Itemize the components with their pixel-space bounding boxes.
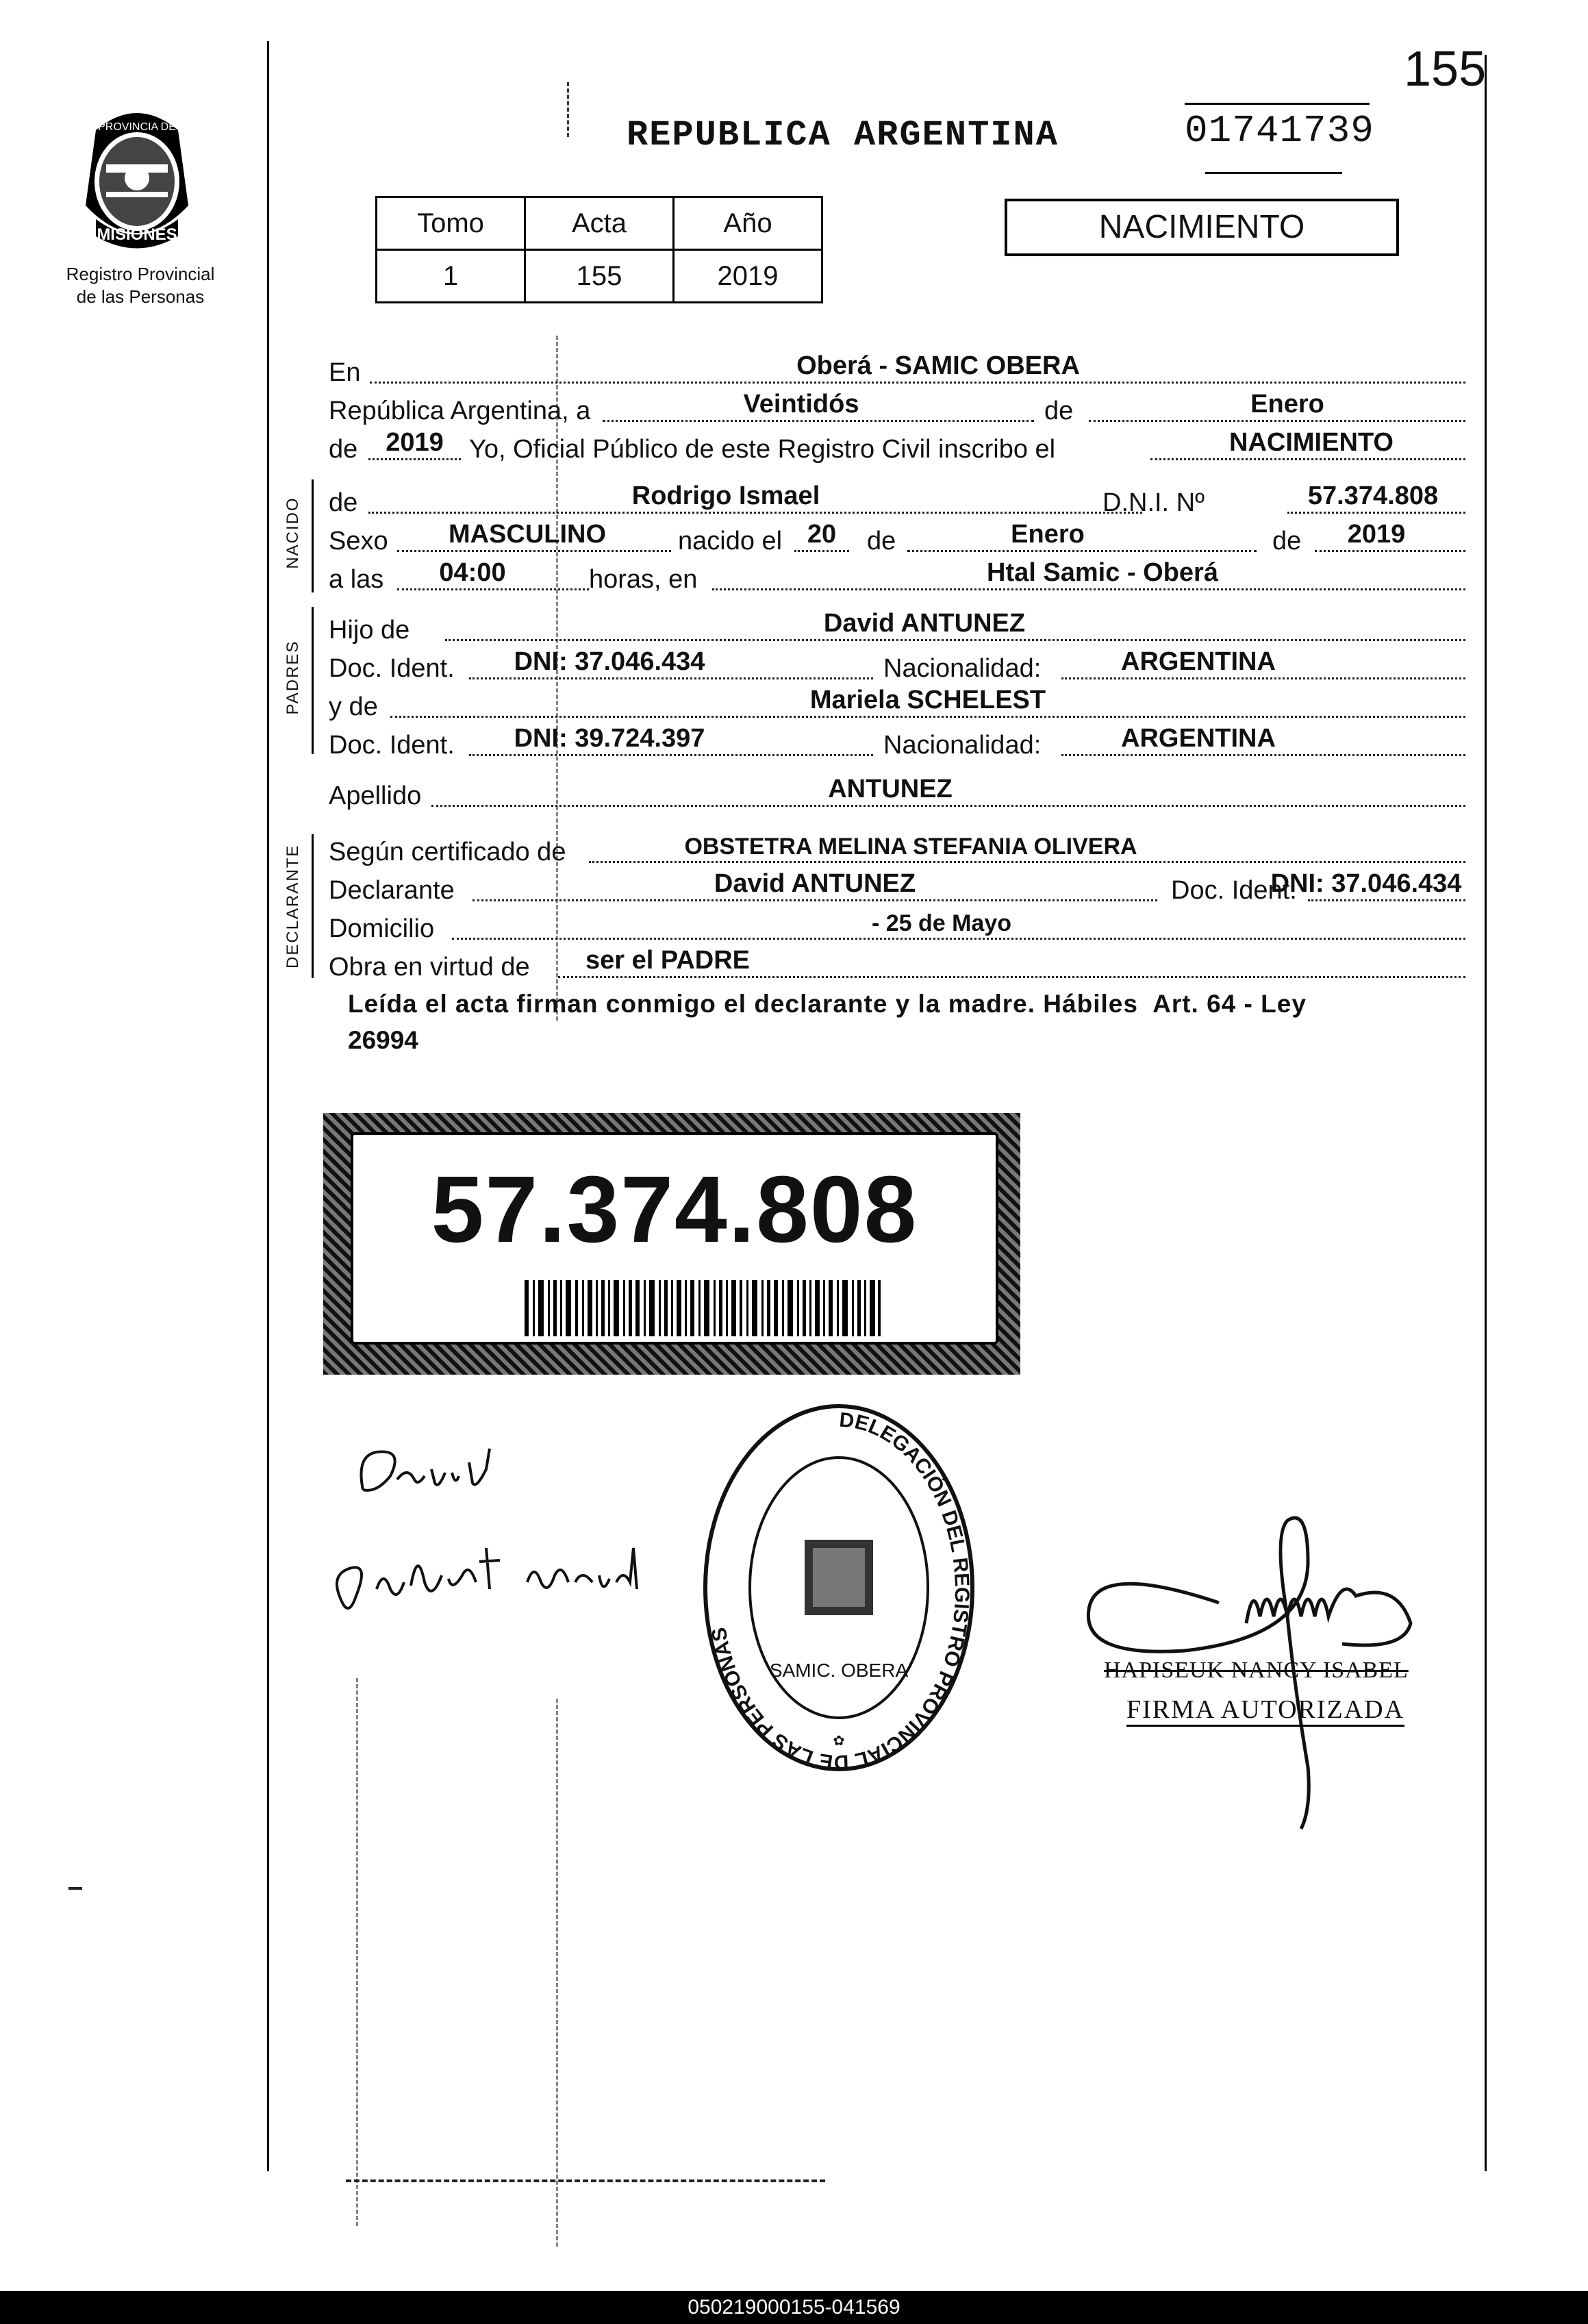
- value-birth-year: 2019: [1347, 520, 1406, 549]
- value-birth-place: Htal Samic - Oberá: [987, 558, 1218, 587]
- value-child-name: Rodrigo Ismael: [631, 482, 820, 510]
- label-doc-ident: Doc. Ident.: [1171, 876, 1297, 905]
- serial-number: [1185, 103, 1374, 174]
- dotted-line: [469, 754, 873, 756]
- value-event: NACIMIENTO: [1229, 428, 1394, 457]
- value-mother-name: Mariela SCHELEST: [809, 686, 1046, 714]
- label-domicilio: Domicilio: [329, 914, 435, 943]
- fold-line-top: [567, 82, 569, 137]
- official-seal: [695, 1396, 983, 1783]
- padres-section-label: PADRES: [283, 640, 302, 715]
- label-obra: Obra en virtud de: [329, 953, 530, 982]
- label-de3: de: [1272, 527, 1302, 555]
- row-domicilio: [329, 905, 1465, 947]
- page-right-rule: [1485, 55, 1487, 2171]
- padres-section-rule: [312, 607, 314, 754]
- declarante-section-rule: [312, 834, 314, 978]
- dotted-line: [370, 382, 1465, 384]
- value-father-name: David ANTUNEZ: [823, 609, 1026, 638]
- row-en: [329, 349, 1465, 390]
- stray-mark: [68, 1887, 82, 1890]
- dotted-line: [368, 458, 461, 460]
- acta-header: Acta: [525, 197, 674, 250]
- footer-code: 050219000155-041569: [688, 2296, 900, 2319]
- official-name: HAPISEUK NANCY ISABEL: [1104, 1658, 1409, 1683]
- serial-number-text: 01741739: [1185, 109, 1374, 153]
- label-de2: de: [329, 435, 358, 464]
- signature-david: [349, 1442, 514, 1507]
- label-sexo: Sexo: [329, 527, 388, 555]
- value-day-words: Veintidós: [743, 390, 859, 418]
- dotted-line: [1150, 458, 1465, 460]
- fold-line-low: [556, 1699, 558, 2247]
- acta-value: 155: [525, 250, 674, 303]
- label-nacido-el: nacido el: [678, 527, 783, 555]
- nacido-section-label: NACIDO: [283, 497, 302, 569]
- sticker-number: 57.374.808: [431, 1157, 918, 1262]
- value-mother-nationality: ARGENTINA: [1121, 724, 1276, 753]
- label-doc-ident: Doc. Ident.: [329, 654, 455, 683]
- sticker-barcode: [525, 1280, 881, 1336]
- label-de: de: [867, 527, 896, 555]
- value-birth-day: 20: [807, 520, 837, 549]
- ano-value: 2019: [674, 250, 822, 303]
- fold-line-left: [356, 1678, 358, 2226]
- dotted-line: [907, 550, 1257, 552]
- label-nacionalidad: Nacionalidad:: [883, 654, 1042, 683]
- label-republica: República Argentina, a: [329, 397, 591, 425]
- dotted-line: [397, 588, 589, 590]
- label-apellido: Apellido: [329, 782, 422, 810]
- closing-text-line2: 26994: [348, 1026, 418, 1054]
- label-y-de: y de: [329, 692, 378, 721]
- value-declarante-name: David ANTUNEZ: [714, 869, 916, 898]
- page-left-rule: [267, 41, 269, 2171]
- sticker-inner-panel: [351, 1132, 998, 1345]
- dotted-line: [469, 677, 873, 679]
- tomo-acta-ano-table: [375, 196, 823, 303]
- footer-bar: [0, 2291, 1588, 2324]
- dotted-line: [445, 639, 1465, 641]
- seal-ring-text: DELEGACIÓN DEL REGISTRO PROVINCIAL DE LAS PERSONAS: [707, 1408, 974, 1774]
- label-certificado: Según certificado de: [329, 838, 566, 866]
- value-apellido: ANTUNEZ: [828, 775, 953, 803]
- label-de: de: [1044, 397, 1074, 425]
- label-officer-text: Yo, Oficial Público de este Registro Civil inscribo el: [469, 435, 1056, 464]
- svg-text:PROVINCIA DE: PROVINCIA DE: [98, 121, 176, 133]
- label-hijo-de: Hijo de: [329, 616, 410, 645]
- row-sexo: [329, 518, 1465, 559]
- tomo-header: Tomo: [377, 197, 525, 250]
- row-declarante: [329, 867, 1465, 908]
- value-sexo: MASCULINO: [448, 520, 607, 549]
- value-father-doc: DNI: 37.046.434: [514, 647, 705, 676]
- label-dni: D.N.I. Nº: [1102, 488, 1205, 517]
- bottom-dashed-line: [346, 2179, 825, 2182]
- label-en: En: [329, 358, 361, 387]
- row-obra: [329, 944, 1465, 985]
- svg-text:✿: ✿: [833, 1732, 845, 1749]
- dotted-line: [603, 420, 1034, 422]
- dotted-line: [472, 899, 1157, 901]
- signature-schelest: [322, 1507, 733, 1627]
- page-number: 155: [1404, 42, 1487, 97]
- dotted-line: [794, 550, 849, 552]
- svg-text:MISIONES: MISIONES: [97, 225, 177, 244]
- dotted-line: [1061, 754, 1465, 756]
- label-doc-ident: Doc. Ident.: [329, 731, 455, 760]
- value-month: Enero: [1250, 390, 1324, 418]
- tomo-value: 1: [377, 250, 525, 303]
- row-father-doc: [329, 645, 1465, 686]
- dni-sticker: [323, 1113, 1020, 1375]
- nacido-section-rule: [312, 479, 314, 592]
- value-time: 04:00: [439, 558, 506, 587]
- org-name-line1: Registro Provincial: [66, 264, 215, 284]
- value-place: Oberá - SAMIC OBERA: [796, 351, 1080, 380]
- ano-header: Año: [674, 197, 822, 250]
- row-hijo-de: [329, 607, 1465, 648]
- label-declarante: Declarante: [329, 876, 455, 905]
- value-mother-doc: DNI: 39.724.397: [514, 724, 705, 753]
- dotted-line: [589, 861, 1465, 863]
- dotted-line: [1287, 512, 1465, 514]
- value-declarante-doc: DNI: 37.046.434: [1270, 869, 1462, 898]
- dotted-line: [712, 588, 1465, 590]
- value-child-dni: 57.374.808: [1307, 482, 1439, 510]
- dotted-line: [1315, 550, 1465, 552]
- closing-text-line1: Leída el acta firman conmigo el declarante y la madre. Hábiles Art. 64 - Ley: [348, 990, 1307, 1018]
- province-emblem-logo: [68, 103, 205, 253]
- row-nacido-name: [329, 479, 1465, 521]
- value-certificado: OBSTETRA MELINA STEFANIA OLIVERA: [684, 834, 1137, 860]
- row-mother-doc: [329, 722, 1465, 763]
- label-de: de: [329, 488, 358, 517]
- dotted-line: [397, 550, 671, 552]
- row-certificado: [329, 829, 1465, 870]
- dotted-line: [1308, 899, 1465, 901]
- dotted-line: [558, 976, 1465, 978]
- row-y-de: [329, 684, 1465, 725]
- dotted-line: [452, 938, 1465, 940]
- dotted-line: [431, 805, 1465, 807]
- value-father-nationality: ARGENTINA: [1121, 647, 1276, 676]
- value-year: 2019: [386, 428, 444, 457]
- row-a-las: [329, 556, 1465, 597]
- org-name-line2: de las Personas: [76, 286, 205, 307]
- seal-center-text: SAMIC. OBERA: [769, 1660, 909, 1681]
- value-obra: ser el PADRE: [585, 946, 751, 975]
- value-birth-month: Enero: [1011, 520, 1085, 549]
- dotted-line: [1089, 420, 1465, 422]
- official-caption: FIRMA AUTORIZADA: [1126, 1695, 1404, 1727]
- label-nacionalidad: Nacionalidad:: [883, 731, 1042, 760]
- record-type-box: NACIMIENTO: [1005, 199, 1399, 256]
- ref-table-value-row: [377, 250, 822, 303]
- row-year-officer: [329, 426, 1465, 467]
- country-title: REPUBLICA ARGENTINA: [627, 115, 1059, 155]
- ref-table-header-row: [377, 197, 822, 250]
- row-republica: [329, 388, 1465, 429]
- dotted-line: [368, 512, 1142, 514]
- dotted-line: [390, 716, 1465, 718]
- dotted-line: [1061, 677, 1465, 679]
- label-horas-en: horas, en: [589, 565, 698, 594]
- declarante-section-label: DECLARANTE: [283, 844, 302, 969]
- value-domicilio: - 25 de Mayo: [871, 910, 1012, 936]
- row-apellido: [329, 773, 1465, 814]
- label-a-las: a las: [329, 565, 384, 594]
